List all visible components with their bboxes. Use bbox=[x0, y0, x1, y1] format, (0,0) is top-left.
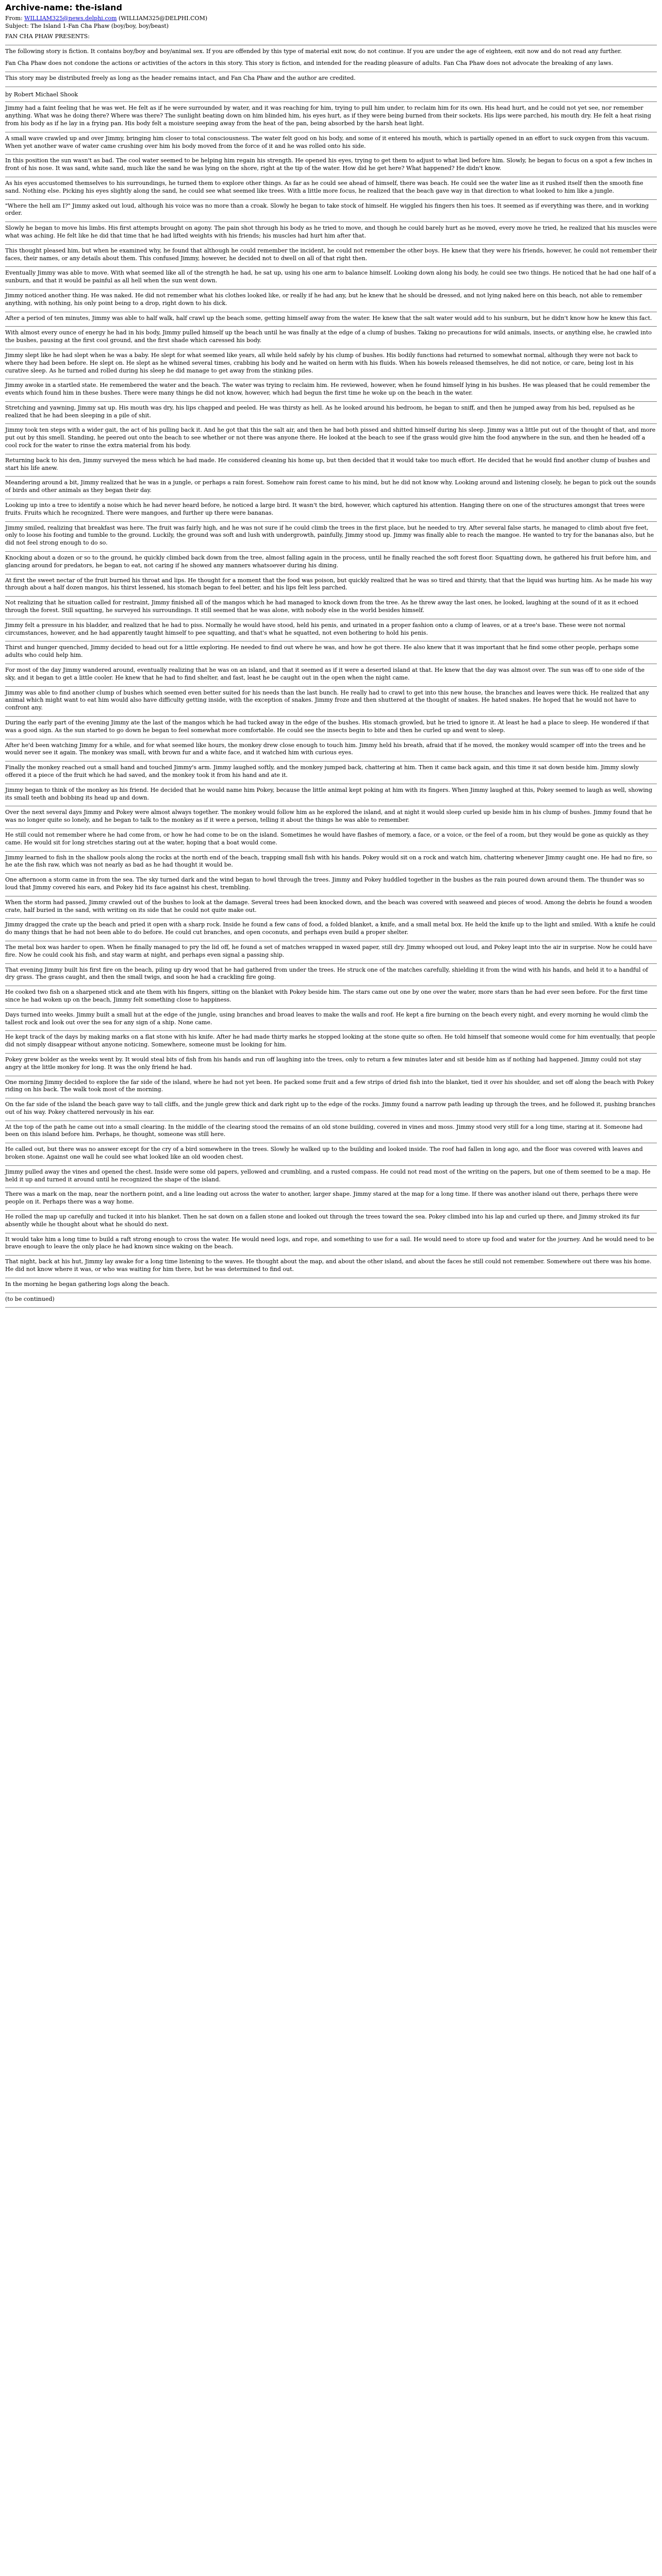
story-paragraph: At the top of the path he came out into a small clearing. In the middle of the clearing stood the remains of an old stone building, covered in vines and moss. Jimmy stood very still for a long time, staring at it. Someone had been on this island before him. Perhaps, he thought, someone was still here. bbox=[5, 1123, 643, 1138]
story-paragraph: One afternoon a storm came in from the sea. The sky turned dark and the wind began to howl through the trees. Jimmy and Pokey huddled together in the bushes as the rain poured down around them. The thunder was so loud that Jimmy covered his ears, and Pokey hid its face against his chest, trembling. bbox=[5, 876, 644, 891]
story-paragraph: On the far side of the island the beach gave way to tall cliffs, and the jungle grew thick and dark right up to the edge of the rocks. Jimmy found a narrow path leading up through the trees, and he followed it, pushing branches out of his way. Pokey chattered nervously in his ear. bbox=[5, 1101, 656, 1115]
divider bbox=[5, 1030, 657, 1031]
divider bbox=[5, 101, 657, 102]
story-paragraph: Thirst and hunger quenched, Jimmy decided to head out for a little exploring. He needed to find out where he was, and how he got there. He also knew that it was important that he find some other people, perhaps some adults who could help him. bbox=[5, 644, 639, 659]
story-paragraph: He still could not remember where he had come from, or how he had come to be on the island. Sometimes he would have flashes of memory, a face, or a voice, or the feel of a room, but they would be gone as quickly as they came. He would sit for long stretches staring out at the water, hoping that a boat would come. bbox=[5, 831, 649, 846]
email-link[interactable]: WILLIAM325@news.delphi.com bbox=[24, 14, 117, 22]
story-paragraph: He cooked two fish on a sharpened stick and ate them with his fingers, sitting on the blanket with Pokey beside him. The stars came out one by one over the water, more stars than he had ever seen before. For the first time since he had woken up on the beach, Jimmy felt something close to happiness. bbox=[5, 989, 648, 1003]
story-paragraph: Jimmy was able to find another clump of bushes which seemed even better suited for his needs than the last bunch. He really had to crawl to get into this new house, the branches and leaves were thick. He realized that any animal which might want to eat him would also have difficulty getting inside, with the exception of snakes. Jimmy froze and then shuttered at the thought of snakes. He hated snakes. He hoped that he would not have to confront any. bbox=[5, 689, 649, 711]
divider bbox=[5, 521, 657, 522]
divider bbox=[5, 828, 657, 829]
story-paragraph: Over the next several days Jimmy and Pokey were almost always together. The monkey would follow him as he explored the island, and at night it would sleep curled up beside him in his clump of bushes. Jimmy found that he was no longer quite so lonely, and he began to talk to the monkey as if it were a person, telling it about the things he was able to remember. bbox=[5, 809, 652, 824]
story-paragraph: Slowly he began to move his limbs. His first attempts brought on agony. The pain shot through his body as he tried to move, and though he could barely hurt as he moved, every move he tried, he realized that his muscles were what was aching. He felt like he did that time that he had lifted weights with his friends; his muscles had hurt him after that. bbox=[5, 225, 657, 239]
story-paragraph: In this position the sun wasn't as bad. The cool water seemed to be helping him regain his strength. He opened his eyes, trying to get them to adjust to what lied before him. Slowly, he began to focus on a spot a few inches in front of his nose. It was sand, white sand, much like the sand he was lying on the shore, right at the tip of the water. How did he get here? What happened? He didn't know. bbox=[5, 157, 653, 172]
notice-paragraph: Fan Cha Phaw does not condone the actions or activities of the actors in this story. This story is fiction, and intended for the reading pleasure of adults. Fan Cha Phaw does not advocate the breaking of any laws. bbox=[5, 59, 614, 66]
divider bbox=[5, 1307, 657, 1308]
header-block bbox=[5, 15, 657, 41]
story-paragraph: The metal box was harder to open. When he finally managed to pry the lid off, he found a set of matches wrapped in waxed paper, still dry. Jimmy whooped out loud, and Pokey leapt into the air in surprise. Now he could have fire. Now he could cook his fish, and stay warm at night, and perhaps even signal a passing ship. bbox=[5, 943, 653, 958]
story-paragraph: As his eyes accustomed themselves to his surroundings, he turned them to explore other things. As far as he could see ahead of himself, there was beach. He could see the water line as it rushed itself then the smooth fine sand. Nothing else. Picking his eyes slightly along the sand, he could see what seemed like trees. With a little more focus, he realized that the beach gave way in that direction to what looked to him like a jungle. bbox=[5, 179, 643, 194]
notice-paragraph: This story may be distributed freely as long as the header remains intact, and Fan Cha Phaw and the author are credited. bbox=[5, 74, 356, 81]
story-paragraph: In the morning he began gathering logs along the beach. bbox=[5, 1280, 170, 1287]
divider bbox=[5, 401, 657, 402]
divider bbox=[5, 963, 657, 964]
story-paragraph: Finally the monkey reached out a small hand and touched Jimmy's arm. Jimmy laughed softly, and the monkey jumped back, chattering at him. Then it came back again, and this time it sat down beside him. Jimmy slowly offered it a piece of the fruit which he had saved, and the monkey took it from his hand and ate it. bbox=[5, 764, 639, 778]
story-paragraph: After he'd been watching Jimmy for a while, and for what seemed like hours, the monkey drew close enough to touch him. Jimmy held his breath, afraid that if he moved, the monkey would scamper off into the trees and he would never see it again. The monkey was small, with brown fur and a white face, and it watched him with curious eyes. bbox=[5, 741, 646, 756]
story-paragraph: Jimmy slept like he had slept when he was a baby. He slept for what seemed like years, all while held safely by his clump of bushes. His bodily functions had returned to somewhat normal, although they were not back to where they had been before. He slept on. He slept as he whined several times, crabbing his body and he waited on herm with his fluids. When his bowels released themselves, he did not notice, or care, being lost in his curative sleep. As he turned and rolled during his sleep he did manage to get away from the stinking piles. bbox=[5, 351, 638, 374]
divider bbox=[5, 873, 657, 874]
story-paragraph: Jimmy took ten steps with a wider gait, the act of his pulling back it. And he got that this the salt air, and then he had both pissed and shitted himself during his sleep. Jimmy was a little put out of the thought of that, and more put out by this smell. Standing, he peered out onto the beach to see whether or not there was anyone there. He looked at the beach to see if the grass would give him the food anywhere in the sun, and then he headed off a cool rock for the water to rinse the extra material from his body. bbox=[5, 427, 656, 449]
story-paragraph: Days turned into weeks. Jimmy built a small hut at the edge of the jungle, using branches and broad leaves to make the walls and roof. He kept a fire burning on the beach every night, and every morning he would climb the tallest rock and look out over the sea for any sign of a ship. None came. bbox=[5, 1011, 649, 1026]
story-paragraph: At first the sweet nectar of the fruit burned his throat and lips. He thought for a moment that the food was poison, but quickly realized that he was so tired and thirsty, that that the liquid was hurting him. As he made his way through about a half dozen mangos, his thirst lessened, his stomach began to feel better, and his lips felt less parched. bbox=[5, 577, 653, 591]
divider bbox=[5, 289, 657, 290]
notice-paragraph: The following story is fiction. It contains boy/boy and boy/animal sex. If you are offended by this type of material exit now, do not continue. If you are under the age of eighteen, exit now and do not read any further. bbox=[5, 48, 622, 55]
story-paragraph: Jimmy smiled, realizing that breakfast was here. The fruit was fairly high, and he was not sure if he could climb the trees in the first place, but he needed to try. After several false starts, he managed to climb about five feet, only to loose his footing and tumble to the ground. Luckily, the ground was soft and lush with undergrowth, painfully, Jimmy stood up. Jimmy was finally able to reach the mangoe. He wanted to try for the bananas also, but he did not feel strong enough to do so. bbox=[5, 524, 654, 547]
presents-line: FAN CHA PHAW PRESENTS: bbox=[5, 33, 90, 40]
divider bbox=[5, 851, 657, 852]
story-paragraph: Looking up into a tree to identify a noise which he had never heard before, he noticed a large bird. It wasn't the bird, however, which captured his attention. Hanging there on one of the structures amongst that trees were fruits. Fruits which he recognized. There were mangoes, and further up there were bananas. bbox=[5, 502, 645, 516]
story-paragraph: Jimmy awoke in a startled state. He remembered the water and the beach. The water was trying to reclaim him. He reviewed, however, when he found himself lying in his bushes. He was pleased that he could remember the events which found him in these bushes. There were many things he did not know, however, which had begun the first time he woke up on the beach in the water. bbox=[5, 382, 650, 397]
story-paragraph: He called out, but there was no answer except for the cry of a bird somewhere in the trees. Slowly he walked up to the building and looked inside. The roof had fallen in long ago, and the floor was covered with leaves and broken stone. Against one wall he could see what looked like an old wooden chest. bbox=[5, 1146, 643, 1161]
story-paragraph: (to be continued) bbox=[5, 1295, 55, 1302]
archive-title: Archive-name: the-island bbox=[5, 3, 122, 12]
story-paragraph: "Where the hell am I?" Jimmy asked out loud, although his voice was no more than a croak. Slowly he began to take stock of himself. He wiggled his fingers then his toes. It seemed as if everything was there, and in working order. bbox=[5, 202, 649, 217]
story-paragraph: During the early part of the evening Jimmy ate the last of the mangos which he had tucked away in the edge of the bushes. His stomach growled, but he tried to ignore it. At least he had a place to sleep. He wondered if that was a good sign. As the sun started to go down he began to feel somewhat more comfortable. He could see the insects begin to bite and then he curled up and went to sleep. bbox=[5, 719, 649, 734]
subject-line: Subject: The Island 1-Fan Cha Phaw (boy/boy, boy/beast) bbox=[5, 22, 169, 29]
story-paragraph: Eventually Jimmy was able to move. With what seemed like all of the strength he had, he sat up, using his one arm to balance himself. Looking down along his body, he could see two things. He noticed that he had one half of a sunburn, and that it would be painful as all hell when the sun went down. bbox=[5, 269, 656, 284]
divider bbox=[5, 1165, 657, 1166]
divider bbox=[5, 326, 657, 327]
divider bbox=[5, 918, 657, 919]
email-alt: (WILLIAM325@DELPHI.COM) bbox=[119, 14, 208, 22]
story-paragraph: There was a mark on the map, near the northern point, and a line leading out across the water to another, larger shape. Jimmy stared at the map for a long time. If there was another island out there, perhaps there were people on it. Perhaps there was a way home. bbox=[5, 1191, 638, 1206]
story-paragraph: Jimmy pulled away the vines and opened the chest. Inside were some old papers, yellowed and crumbling, and a rusted compass. He could not read most of the writing on the papers, but one of them seemed to be a map. He held it up and turned it around until he recognized the shape of the island. bbox=[5, 1168, 651, 1183]
story-paragraph: Pokey grew bolder as the weeks went by. It would steal bits of fish from his hands and run off laughing into the trees, only to return a few minutes later and sit beside him as if nothing had happened. Jimmy could not stay angry at the little monkey for long. It was the only friend he had. bbox=[5, 1056, 642, 1071]
divider bbox=[5, 1053, 657, 1054]
story-paragraph: When the storm had passed, Jimmy crawled out of the bushes to look at the damage. Several trees had been knocked down, and the beach was covered with seaweed and pieces of wood. Among the debris he found a wooden crate, half buried in the sand, with writing on its side that he could not quite make out. bbox=[5, 899, 652, 913]
story-paragraph: Jimmy began to think of the monkey as his friend. He decided that he would name him Pokey, because the little animal kept poking at him with its fingers. When Jimmy laughed at this, Pokey seemed to laugh as well, showing its small teeth and bobbing its head up and down. bbox=[5, 786, 652, 801]
story-paragraph: Jimmy dragged the crate up the beach and pried it open with a sharp rock. Inside he found a few cans of food, a folded blanket, a knife, and a small metal box. He held the knife up to the light and smiled. With a knife he could do many things that he had not been able to do before. He could cut branches, and open coconuts, and perhaps even build a proper shelter. bbox=[5, 921, 656, 936]
divider bbox=[5, 716, 657, 717]
story-paragraph: Jimmy learned to fish in the shallow pools along the rocks at the north end of the beach, trapping small fish with his hands. Pokey would sit on a rock and watch him, chattering whenever Jimmy caught one. He had no fire, so he ate the fish raw, which was not nearly as bad as he had thought it would be. bbox=[5, 854, 653, 869]
story-paragraph: Stretching and yawning, Jimmy sat up. His mouth was dry, his lips chapped and peeled. He was thirsty as hell. As he looked around his bedroom, he began to sniff, and then he jumped away from his bed, repulsed as he realized that he had been sleeping in a pile of shit. bbox=[5, 404, 635, 419]
story-paragraph: He rolled the map up carefully and tucked it into his blanket. Then he sat down on a fallen stone and looked out through the trees toward the sea. Pokey climbed into his lap and curled up there, and Jimmy stroked its fur absently while he thought about what he should do next. bbox=[5, 1213, 640, 1228]
story-body bbox=[5, 105, 657, 1308]
divider bbox=[5, 154, 657, 155]
story-paragraph: With almost every ounce of energy he had in his body, Jimmy pulled himself up the beach until he was finally at the edge of a clump of bushes. Taking no precautions for wild animals, insects, or anything else, he crawled into the bushes, pausing at the first cool ground, and the first shade which caressed his body. bbox=[5, 329, 652, 344]
story-paragraph: After a period of ten minutes, Jimmy was able to half walk, half crawl up the beach some, getting himself away from the water. He knew that the salt water would add to his sunburn, but he didn't know how he knew this fact. bbox=[5, 314, 652, 321]
divider bbox=[5, 551, 657, 552]
story-paragraph: He kept track of the days by making marks on a flat stone with his knife. After he had made thirty marks he stopped looking at the stone quite so often. He told himself that someone would come for him eventually, that people did not simply disappear without anyone noticing. Somewhere, someone must be looking for him. bbox=[5, 1033, 655, 1048]
story-paragraph: A small wave crawled up and over Jimmy, bringing him closer to total consciousness. The water felt good on his body, and some of it entered his mouth, which is partially opened in an effort to suck oxygen from this vacuum. When yet another wave of water came crushing over him his body moved from the force of it and he was rolled onto his side. bbox=[5, 134, 650, 149]
story-paragraph: Returning back to his den, Jimmy surveyed the mess which he had made. He considered cleaning his home up, but then decided that it would take too much effort. He decided that he would find another clump of bushes and start his life anew. bbox=[5, 456, 650, 471]
story-paragraph: Knocking about a dozen or so to the ground, he quickly climbed back down from the tree, almost falling again in the process, until he finally reached the soft forest floor. Squatting down, he gathered his fruit before him, and glancing around for predators, he began to eat, not caring if he showed any manners whatsoever during his dining. bbox=[5, 554, 651, 569]
story-paragraph: For most of the day Jimmy wandered around, eventually realizing that he was on an island, and that it seemed as if it were a deserted island at that. He knew that the day was almost over. The sun was off to one side of the sky, and it began to get a little cooler. He knew that he had to find shelter, and fast, least he be caught out in the open when the night came. bbox=[5, 667, 645, 681]
divider bbox=[5, 423, 657, 424]
divider bbox=[5, 476, 657, 477]
divider bbox=[5, 686, 657, 687]
story-paragraph: Not realizing that he situation called for restraint, Jimmy finished all of the mangos which he had managed to knock down from the tree. As he threw away the last ones, he looked, laughing at the sound of it as it echoed through the forest. Still squatting, he surveyed his surroundings. It still seemed that he was alone, with nobody else in the world besides himself. bbox=[5, 599, 639, 614]
story-paragraph: This thought pleased him, but when he examined why, he found that although he could remember the incident, he could not remember the other boys. He knew that they were his friends, however, he could not remember their faces, their names, or any details about them. This confused Jimmy, however, he decided not to dwell on all of that right then. bbox=[5, 247, 657, 262]
from-line: From: WILLIAM325@news.delphi.com (WILLIAM325@DELPHI.COM) bbox=[5, 14, 208, 22]
divider bbox=[5, 244, 657, 245]
divider bbox=[5, 1008, 657, 1009]
divider bbox=[5, 1255, 657, 1256]
divider bbox=[5, 596, 657, 597]
story-paragraph: One morning Jimmy decided to explore the far side of the island, where he had not yet been. He packed some fruit and a few strips of dried fish into the blanket, tied it over his shoulder, and set off along the beach with Pokey riding on his back. The walk took most of the morning. bbox=[5, 1078, 654, 1093]
story-paragraph: Jimmy felt a pressure in his bladder, and realized that he had to piss. Normally he would have stood, held his penis, and urinated in a proper fashion onto a clump of leaves, or at a tree's base. These were not normal circumstances, however, and he had apparently taught himself to pee squatting, and that's what he squatted, not even bothering to hold his penis. bbox=[5, 621, 625, 636]
story-paragraph: That night, back at his hut, Jimmy lay awake for a long time listening to the waves. He thought about the map, and about the other island, and about the faces he still could not remember. Somewhere out there was his home. He did not know where it was, or who was waiting for him there, but he was determined to find out. bbox=[5, 1258, 652, 1273]
divider bbox=[5, 199, 657, 200]
story-paragraph: That evening Jimmy built his first fire on the beach, piling up dry wood that he had gathered from under the trees. He struck one of the matches carefully, shielding it from the wind with his hands, and held it to a handful of dry grass. The grass caught, and then the small twigs, and soon he had a crackling fire going. bbox=[5, 966, 648, 981]
story-paragraph: Jimmy noticed another thing. He was naked. He did not remember what his clothes looked like, or really if he had any, but he knew that he should be dressed, and not lying naked here on this beach, not able to remember anything, with nothing, his only point being to a drop, right down to his dick. bbox=[5, 292, 642, 307]
byline: by Robert Michael Shook bbox=[5, 91, 78, 98]
divider bbox=[5, 1210, 657, 1211]
divider bbox=[5, 266, 657, 267]
story-paragraph: Jimmy had a faint feeling that he was wet. He felt as if he were surrounded by water, and it was reaching for him, trying to pull him under, to reclaim him for its own. His head hurt, and he could not yet see, nor remember anything. What was he doing there? Where was there? The sunlight beating down on him blinded him, his eyes hurt, as if they were being burned from their sockets. His lips were parched, his mouth dry. He felt a heat rising from his body as if he lay in a frying pan. His body felt a moisture seeping away from the heat of the pan, being absorbed by the harsh heat light. bbox=[5, 105, 651, 127]
story-paragraph: It would take him a long time to build a raft strong enough to cross the water. He would need logs, and rope, and something to use for a sail. He would need to store up food and water for the journey. And he would need to be brave enough to leave the only place he had known since waking on the beach. bbox=[5, 1235, 654, 1250]
story-paragraph: Meandering around a bit, Jimmy realized that he was in a jungle, or perhaps a rain forest. Somehow rain forest came to his mind, but he did not know why. Looking around and listening closely, he began to pick out the sounds of birds and other animals as they began their day. bbox=[5, 479, 656, 494]
